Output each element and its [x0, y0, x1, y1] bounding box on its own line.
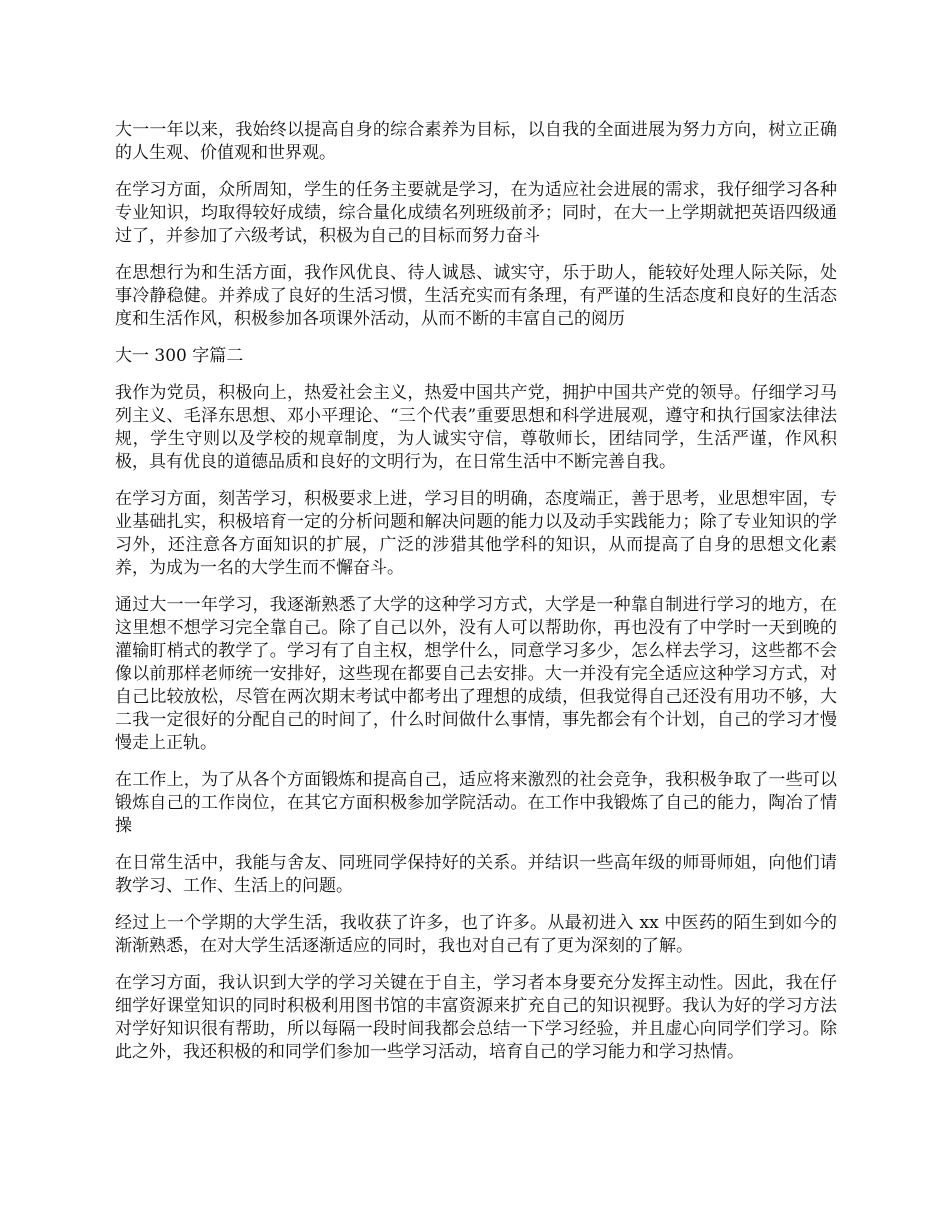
paragraph-self-study: 在学习方面，我认识到大学的学习关键在于自主，学习者本身要充分发挥主动性。因此，我在仔细学好课堂知识的同时积极利用图书馆的丰富资源来扩充自己的知识视野。我认为好的学习方法对学好知识很有帮助，所以每隔一段时间我都会总结一下学习经验，并且虚心向同学们学习。除此之外，我还积极的和同学们参加一些学习活动，培育自己的学习能力和学习热情。 — [115, 973, 837, 1062]
paragraph-diligent-study: 在学习方面，刻苦学习，积极要求上进，学习目的明确，态度端正，善于思考，业思想牢固，专业基础扎实，积极培育一定的分析问题和解决问题的能力以及动手实践能力；除了专业知识的学习外，还注意各方面知识的扩展，广泛的涉猎其他学科的知识，从而提高了自身的思想文化素养，为成为一名的大学生而不懈奋斗。 — [115, 489, 837, 578]
paragraph-daily-life: 在日常生活中，我能与舍友、同班同学保持好的关系。并结识一些高年级的师哥师姐，向他们请教学习、工作、生活上的问题。 — [115, 853, 837, 896]
paragraph-intro: 大一一年以来，我始终以提高自身的综合素养为目标，以自我的全面进展为努力方向，树立正确的人生观、价值观和世界观。 — [115, 120, 837, 163]
paragraph-semester-summary: 经过上一个学期的大学生活，我收获了许多，也了许多。从最初进入 xx 中医药的陌生到如今的渐渐熟悉，在对大学生活逐渐适应的同时，我也对自己有了更为深刻的了解。 — [115, 913, 837, 956]
paragraph-conduct: 在思想行为和生活方面，我作风优良、待人诚恳、诚实守，乐于助人，能较好处理人际关际，处事冷静稳健。并养成了良好的生活习惯，生活充实而有条理，有严谨的生活态度和良好的生活态度和生活作风，积极参加各项课外活动，从而不断的丰富自己的阅历 — [115, 263, 837, 329]
paragraph-party-member: 我作为党员，积极向上，热爱社会主义，热爱中国共产党，拥护中国共产党的领导。仔细学习马列主义、毛泽东思想、邓小平理论、“三个代表”重要思想和科学进展观，遵守和执行国家法律法规，学生守则以及学校的规章制度，为人诚实守信，尊敬师长，团结同学，生活严谨，作风积极，具有优良的道德品质和良好的文明行为，在日常生活中不断完善自我。 — [115, 383, 837, 472]
section-heading: 大一 300 字篇二 — [115, 346, 244, 366]
paragraph-learning-method: 通过大一一年学习，我逐渐熟悉了大学的这种学习方式，大学是一种靠自制进行学习的地方，在这里想不想学习完全靠自己。除了自己以外，没有人可以帮助你，再也没有了中学时一天到晚的灌输盯梢式的教学了。学习有了自主权，想学什么，同意学习多少，怎么样去学习，这些都不会像以前那样老师统一安排好，这些现在都要自己去安排。大一并没有完全适应这种学习方式，对自己比较放松，尽管在两次期末考试中都考出了理想的成绩，但我觉得自己还没有用功不够，大二我一定很好的分配自己的时间了，什么时间做什么事情，事先都会有个计划，自己的学习才慢慢走上正轨。 — [115, 595, 837, 753]
document-body — [115, 119, 837, 1078]
paragraph-study: 在学习方面，众所周知，学生的任务主要就是学习，在为适应社会进展的需求，我仔细学习各种专业知识，均取得较好成绩，综合量化成绩名列班级前矛；同时，在大一上学期就把英语四级通过了，并参加了六级考试，积极为自己的目标而努力奋斗 — [115, 180, 837, 246]
paragraph-work: 在工作上，为了从各个方面锻炼和提高自己，适应将来激烈的社会竞争，我积极争取了一些可以锻炼自己的工作岗位，在其它方面积极参加学院活动。在工作中我锻炼了自己的能力，陶冶了情操 — [115, 770, 837, 836]
